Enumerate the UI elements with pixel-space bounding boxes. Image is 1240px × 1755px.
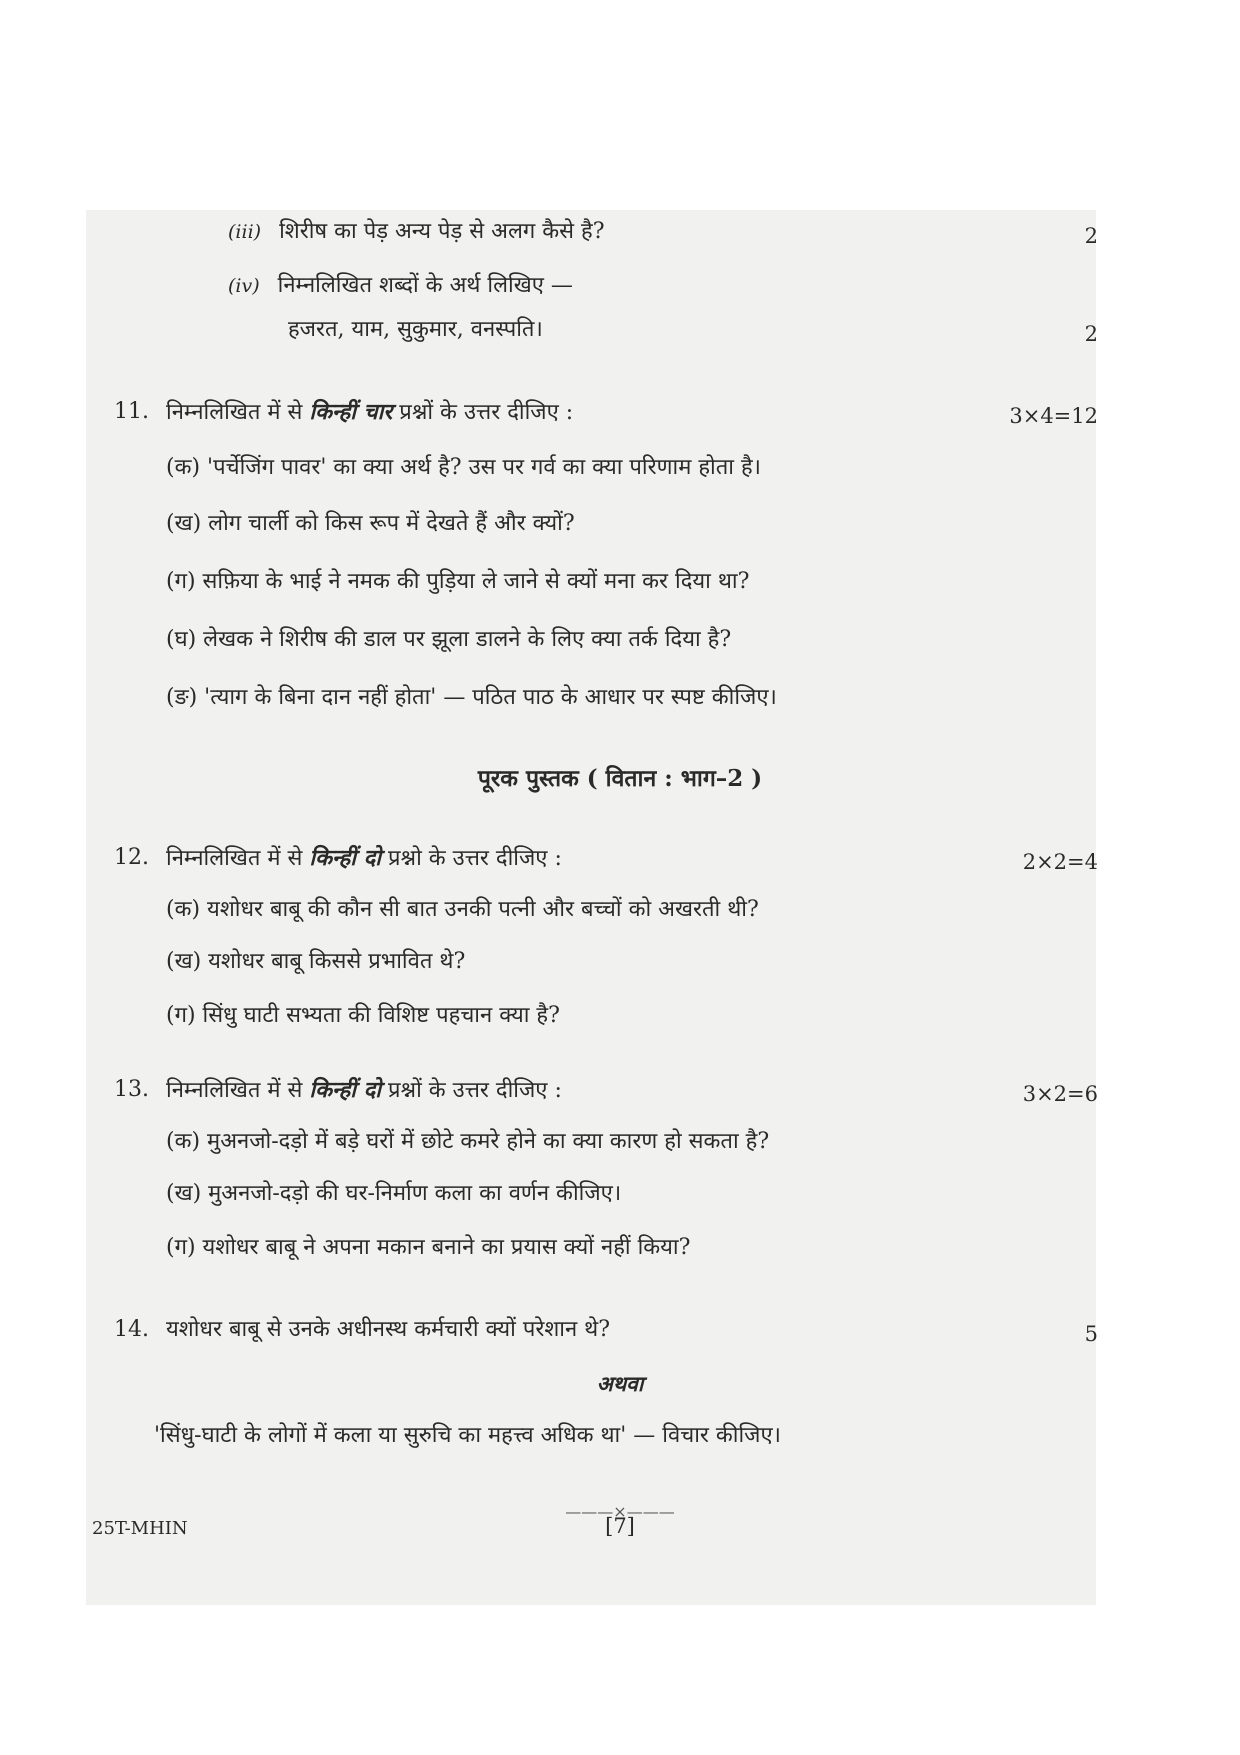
q12-stem — [166, 844, 562, 873]
q12-item-ka: (क) यशोधर बाबू की कौन सी बात उनकी पत्नी और बच्चों को अखरती थी? — [166, 897, 759, 922]
q14-marks: 5 — [1084, 1322, 1098, 1346]
q10-part-iv — [228, 272, 573, 300]
q10-part-iii-text: शिरीष का पेड़ अन्य पेड़ से अलग कैसे है? — [279, 219, 605, 244]
q13-item-ka: (क) मुअनजो-दड़ो में बड़े घरों में छोटे कमरे होने का क्या कारण हो सकता है? — [166, 1129, 770, 1154]
q12-item-kha: (ख) यशोधर बाबू किससे प्रभावित थे? — [166, 949, 466, 974]
q10-part-iv-text: निम्नलिखित शब्दों के अर्थ लिखिए — — [277, 273, 573, 298]
q11-item-kha: (ख) लोग चार्ली को किस रूप में देखते हैं और क्यों? — [166, 511, 575, 536]
q11-item-ga: (ग) सफ़िया के भाई ने नमक की पुड़िया ले जाने से क्यों मना कर दिया था? — [166, 569, 750, 594]
q13-number: 13. — [114, 1077, 149, 1102]
q13-emphasis: किन्हीं दो — [309, 1077, 381, 1103]
q13-suffix: प्रश्नों के उत्तर दीजिए : — [388, 1078, 562, 1103]
q10-part-iv-label: (iv) — [228, 275, 260, 297]
end-marker: ———×——— — [565, 1502, 675, 1521]
q13-prefix: निम्नलिखित में से — [166, 1078, 303, 1103]
q12-item-ga: (ग) सिंधु घाटी सभ्यता की विशिष्ट पहचान क्या है? — [166, 1003, 560, 1028]
q12-emphasis: किन्हीं दो — [309, 845, 381, 871]
q12-marks: 2×2=4 — [1022, 850, 1098, 874]
q13-item-ga: (ग) यशोधर बाबू ने अपना मकान बनाने का प्रयास क्यों नहीं किया? — [166, 1235, 691, 1260]
q11-item-nga: (ङ) 'त्याग के बिना दान नहीं होता' — पठित पाठ के आधार पर स्पष्ट कीजिए। — [166, 685, 777, 710]
q12-prefix: निम्नलिखित में से — [166, 846, 303, 871]
q13-stem — [166, 1076, 562, 1105]
q10-part-iii-label: (iii) — [228, 221, 262, 243]
q10-part-iv-marks: 2 — [1084, 322, 1098, 346]
or-label: अथवा — [596, 1371, 644, 1396]
q12-suffix: प्रश्नो के उत्तर दीजिए : — [388, 846, 562, 871]
q11-item-gha: (घ) लेखक ने शिरीष की डाल पर झूला डालने के लिए क्या तर्क दिया है? — [166, 627, 732, 652]
q11-number: 11. — [114, 399, 149, 424]
q12-number: 12. — [114, 845, 149, 870]
paper-code: 25T-MHIN — [92, 1518, 188, 1539]
page-number: [7] — [605, 1514, 635, 1538]
q13-marks: 3×2=6 — [1022, 1082, 1098, 1106]
q14-number: 14. — [114, 1317, 149, 1342]
q10-part-iv-words: हजरत, याम, सुकुमार, वनस्पति। — [288, 317, 543, 342]
q11-emphasis: किन्हीं चार — [309, 399, 393, 425]
section-title: पूरक पुस्तक ( वितान : भाग–2 ) — [477, 765, 763, 792]
q10-part-iii — [228, 218, 605, 246]
q13-item-kha: (ख) मुअनजो-दड़ो की घर-निर्माण कला का वर्णन कीजिए। — [166, 1181, 622, 1206]
q14-text: यशोधर बाबू से उनके अधीनस्थ कर्मचारी क्यों परेशान थे? — [166, 1317, 611, 1342]
q11-marks: 3×4=12 — [1009, 404, 1098, 428]
q11-stem — [166, 398, 573, 427]
q14-alternative-text: 'सिंधु-घाटी के लोगों में कला या सुरुचि का महत्त्व अधिक था' — विचार कीजिए। — [154, 1423, 782, 1448]
q11-prefix: निम्नलिखित में से — [166, 400, 303, 425]
q11-suffix: प्रश्नों के उत्तर दीजिए : — [399, 400, 574, 425]
q11-item-ka: (क) 'पर्चेजिंग पावर' का क्या अर्थ है? उस पर गर्व का क्या परिणाम होता है। — [166, 455, 761, 480]
q10-part-iii-marks: 2 — [1084, 224, 1098, 248]
